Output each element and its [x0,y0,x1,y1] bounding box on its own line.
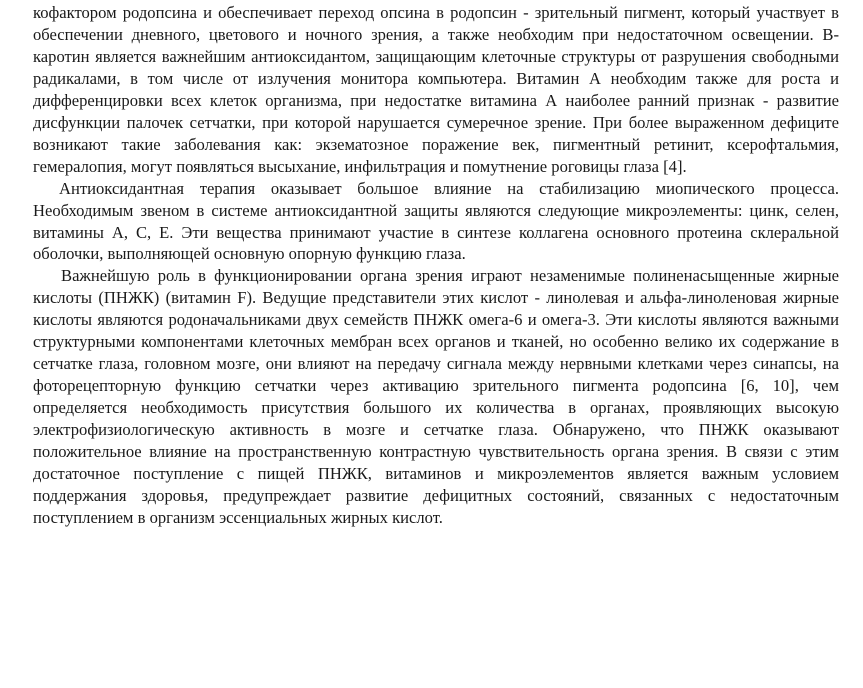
paragraph-antioxidant-therapy: Антиоксидантная терапия оказывает большое влияние на стабилизацию миопического процесса. Необходимым звеном в системе антиоксидантной защиты являются следующие микроэлементы: цинк, селен, витамины А, С, Е. Эти вещества принимают участие в синтезе коллагена основного протеина склеральной оболочки, выполняющей основную опорную функцию глаза. [33,178,839,264]
paragraph-pufa: Важнейшую роль в функционировании органа зрения играют незаменимые полиненасыщенные жирные кислоты (ПНЖК) (витамин F). Ведущие представители этих кислот - линолевая и альфа-линоленовая жирные кислоты являются родоначальниками двух семейств ПНЖК омега-6 и омега-3. Эти кислоты являются важными структурными компонентами клеточных мембран всех органов и тканей, но особенно велико их содержание в сетчатке глаза, головном мозге, они влияют на передачу сигнала между нервными клетками через синапсы, на фоторецепторную функцию сетчатки через активацию зрительного пигмента родопсина [6, 10], чем определяется необходимость присутствия большого их количества в органах, проявляющих высокую электрофизиологическую активность в мозге и сетчатке глаза. Обнаружено, что ПНЖК оказывают положительное влияние на пространственную контрастную чувствительность органа зрения. В связи с этим достаточное поступление с пищей ПНЖК, витаминов и микроэлементов является важным условием поддержания здоровья, предупреждает развитие дефицитных состояний, связанных с недостаточным поступлением в организм эссенциальных жирных кислот. [33,266,839,527]
paragraph-vitamin-a: кофактором родопсина и обеспечивает переход опсина в родопсин - зрительный пигмент, который участвует в обеспечении дневного, цветового и ночного зрения, а также необходим при недостаточном освещении. В-каротин является важнейшим антиоксидантом, защищающим клеточные структуры от разрушения свободными радикалами, в том числе от излучения монитора компьютера. Витамин А необходим также для роста и дифференцировки всех клеток организма, при недостатке витамина А наиболее ранний признак - развитие дисфункции палочек сетчатки, при которой нарушается сумеречное зрение. При более выраженном дефиците возникают такие заболевания как: экзематозное поражение век, пигментный ретинит, ксерофтальмия, гемералопия, могут появляться высыхание, инфильтрация и помутнение роговицы глаза [4]. [33,3,839,176]
